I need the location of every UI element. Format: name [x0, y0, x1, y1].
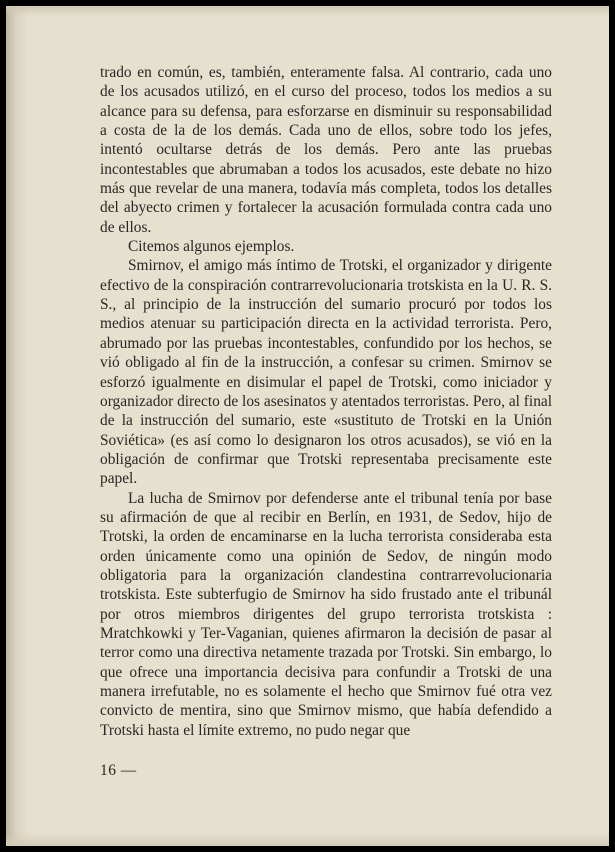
gutter-shadow: [6, 6, 28, 846]
body-text: [100, 63, 552, 740]
paragraph-examples-intro: Citemos algunos ejemplos.: [128, 238, 295, 256]
bottom-edge-shadow: [6, 832, 609, 846]
page-number: 16 —: [100, 762, 137, 779]
paragraph-continuation: trado en común, es, también, enteramente falsa. Al contrario, cada uno de los acusados utilizó, en el curso del proceso, todos los medios a su alcance para su defensa, para esforzarse en disminuir su responsabilidad a costa de la de los demás. Cada uno de ellos, sobre todo los jefes, intentó ocultarse detrás de los demás. Pero ante las pruebas incontestables que abrumaban a todos los acusados, este debate no hizo más que revelar de una manera, todavía más completa, todos los detalles del abyecto crimen y fortalecer la acusación formulada contra cada uno de ellos.: [100, 64, 552, 236]
paragraph-smirnov-defense: La lucha de Smirnov por defenderse ante el tribunal tenía por base su afirmación de que al recibir en Berlín, en 1931, de Sedov, hijo de Trotski, la orden de encaminarse en la lucha terrorista consideraba esta orden únicamente como una opinión de Sedov, de ningún modo obligatoria para la organización clandestina contrarrevolucionaria trotskista. Este subterfugio de Smirnov ha sido frustado ante el tribunál por otros miembros dirigentes del grupo terrorista trotskista : Mratchkowki y Ter-Vaganian, quienes afirmaron la decisión de pasar al terror como una directiva netamente trazada por Trotski. Sin embargo, lo que ofrece una importancia decisiva para confundir a Trotski de una manera irrefutable, no es solamente el hecho que Smirnov fué otra vez convicto de mentira, sino que Smirnov mismo, que había defendido a Trotski hasta el límite extremo, no pudo negar que: [100, 489, 552, 739]
paragraph-smirnov: Smirnov, el amigo más íntimo de Trotski, el organizador y dirigente efectivo de la conspiración contrarrevolucionaria trotskista en la U. R. S. S., al principio de la instrucción del sumario procuró por todos los medios atenuar su participación directa en la actividad terrorista. Pero, abrumado por las pruebas incontestables, confundido por los hechos, se vió obligado al fin de la instrucción, a confesar su crimen. Smirnov se esforzó igualmente en disimular el papel de Trotski, como iniciador y organizador directo de los asesinatos y atentados terroristas. Pero, al final de la instrucción del sumario, este «sustituto de Trotski en la Unión Soviética» (es así como lo designaron los otros acusados), se vió en la obligación de confirmar que Trotski representaba precisamente este papel.: [100, 257, 552, 488]
top-edge-shadow: [6, 6, 609, 16]
